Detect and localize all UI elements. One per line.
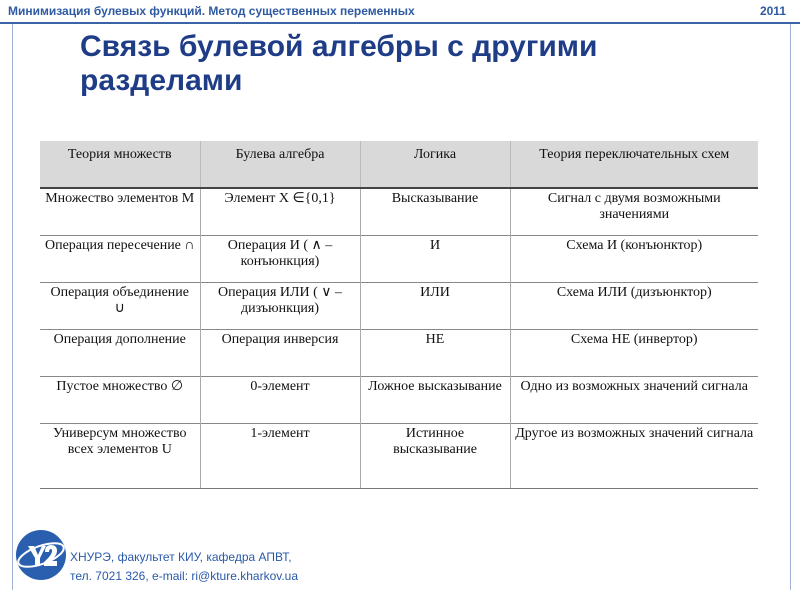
table-cell: Универсум множество всех элементов U — [40, 424, 200, 489]
table-row — [40, 377, 758, 424]
correspondence-table — [40, 141, 758, 489]
table-cell: 0-элемент — [200, 377, 360, 424]
table-cell: Операция ИЛИ ( ∨ – дизъюнкция) — [200, 283, 360, 330]
table-cell: Операция инверсия — [200, 330, 360, 377]
table-cell: Сигнал с двумя возможными значениями — [510, 188, 758, 236]
column-header: Булева алгебра — [200, 141, 360, 188]
table-cell: 1-элемент — [200, 424, 360, 489]
slide-header-bar — [0, 0, 800, 24]
right-border-line — [790, 24, 791, 590]
table-cell: Операция дополнение — [40, 330, 200, 377]
table-cell: Множество элементов М — [45, 191, 195, 206]
table-cell: Операция пересечение ∩ — [40, 236, 200, 283]
table-cell: Схема НЕ (инвертор) — [510, 330, 758, 377]
footer-line1: ХНУРЭ, факультет КИУ, кафедра АПВТ, — [70, 550, 292, 564]
slide-title-line2: разделами — [80, 64, 243, 97]
table-row — [40, 236, 758, 283]
table-cell: Операция объединение ∪ — [40, 283, 200, 330]
column-header: Теория переключательных схем — [510, 141, 758, 188]
footer-contacts — [70, 548, 298, 586]
table-cell: ИЛИ — [360, 283, 510, 330]
column-header: Логика — [360, 141, 510, 188]
footer-line2: тел. 7021 326, e-mail: ri@kture.kharkov.ua — [70, 569, 299, 583]
table-cell: Ложное высказывание — [360, 377, 510, 424]
table-cell: Высказывание — [360, 188, 510, 236]
table-cell: Схема ИЛИ (дизъюнктор) — [510, 283, 758, 330]
table-cell: НЕ — [360, 330, 510, 377]
left-border-line — [12, 24, 13, 590]
table-cell: Пустое множество ∅ — [40, 377, 200, 424]
table-cell: Схема И (конъюнктор) — [510, 236, 758, 283]
column-header: Теория множеств — [40, 141, 200, 188]
university-logo-icon — [14, 528, 68, 582]
table-row — [40, 424, 758, 489]
header-year: 2011 — [759, 4, 786, 18]
table-cell: И — [360, 236, 510, 283]
slide-title-line1: Связь булевой алгебры с другими — [80, 30, 598, 63]
table-row — [40, 283, 758, 330]
table-cell: Элемент X ∈{0,1} — [200, 188, 360, 236]
table-cell: Одно из возможных значений сигнала — [510, 377, 758, 424]
table-row — [40, 188, 758, 236]
header-topic: Минимизация булевых функций. Метод существенных переменных — [8, 4, 415, 18]
table-cell: Операция И ( ∧ – конъюнкция) — [200, 236, 360, 283]
table-header-row — [40, 141, 758, 188]
table-row — [40, 330, 758, 377]
table-cell: Истинное высказывание — [360, 424, 510, 489]
slide-title — [80, 30, 780, 98]
table-cell: Другое из возможных значений сигнала — [510, 424, 758, 489]
